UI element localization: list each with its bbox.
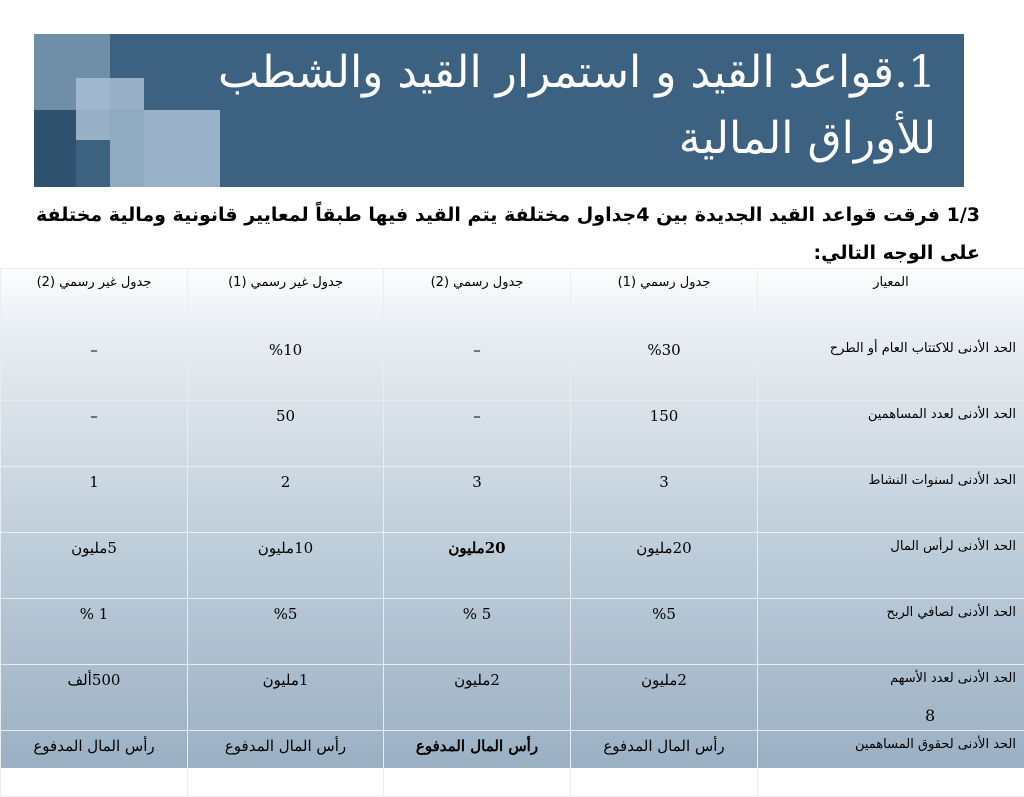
table-row (1, 467, 1024, 533)
criterion-cell: الحد الأدنى لسنوات النشاط (758, 467, 1024, 533)
value-cell: 1 % (1, 599, 188, 665)
table-row (1, 731, 1024, 797)
decor-square (34, 110, 76, 187)
slide-title-line1: 1.قواعد القيد و استمرار القيد والشطب (176, 40, 936, 106)
value-cell: 10مليون (188, 533, 384, 599)
value-cell: رأس المال المدفوع (1, 731, 188, 797)
slide-title-line2: للأوراق المالية (176, 106, 936, 172)
table-row (1, 665, 1024, 731)
criterion-cell: الحد الأدنى لعدد المساهمين (758, 401, 1024, 467)
value-cell: 3 (571, 467, 758, 533)
value-cell: 1مليون (188, 665, 384, 731)
value-cell: – (1, 335, 188, 401)
decor-square (110, 110, 144, 187)
header-cell-official-2: جدول رسمي (2) (384, 269, 571, 335)
value-cell: 2مليون (384, 665, 571, 731)
criterion-cell: الحد الأدنى لحقوق المساهمين (758, 731, 1024, 797)
page-number: 8 (925, 706, 935, 725)
value-cell: 5 % (384, 599, 571, 665)
criterion-cell: الحد الأدنى لرأس المال (758, 533, 1024, 599)
intro-paragraph: 1/3 فرقت قواعد القيد الجديدة بين 4جداول مختلفة يتم القيد فيها طبقاً لمعايير قانونية ومالية مختلفة على الوجه التالي: (36, 196, 980, 272)
header-cell-unofficial-2: جدول غير رسمي (2) (1, 269, 188, 335)
table-row (1, 335, 1024, 401)
value-cell: 5مليون (1, 533, 188, 599)
value-cell: %5 (571, 599, 758, 665)
value-cell: 500ألف (1, 665, 188, 731)
value-cell: – (1, 401, 188, 467)
value-cell: %10 (188, 335, 384, 401)
value-cell: رأس المال المدفوع (571, 731, 758, 797)
value-cell: – (384, 401, 571, 467)
value-cell: %5 (188, 599, 384, 665)
table-row (1, 533, 1024, 599)
table-row (1, 401, 1024, 467)
value-cell: – (384, 335, 571, 401)
table-header-row (1, 269, 1024, 335)
title-banner (34, 34, 964, 187)
value-cell: 2 (188, 467, 384, 533)
slide-title (176, 40, 936, 172)
value-cell: 1 (1, 467, 188, 533)
table-row (1, 599, 1024, 665)
value-cell: 2مليون (571, 665, 758, 731)
value-cell: 3 (384, 467, 571, 533)
criterion-cell: الحد الأدنى لصافي الربح (758, 599, 1024, 665)
listing-criteria-table (0, 268, 1024, 797)
value-cell: 50 (188, 401, 384, 467)
header-cell-unofficial-1: جدول غير رسمي (1) (188, 269, 384, 335)
criterion-cell: الحد الأدنى لعدد الأسهم (758, 665, 1024, 731)
value-cell: 150 (571, 401, 758, 467)
value-cell: 20مليون (571, 533, 758, 599)
header-cell-official-1: جدول رسمي (1) (571, 269, 758, 335)
value-cell: 20مليون (384, 533, 571, 599)
value-cell: رأس المال المدفوع (384, 731, 571, 797)
value-cell: رأس المال المدفوع (188, 731, 384, 797)
criterion-cell: الحد الأدنى للاكتتاب العام أو الطرح (758, 335, 1024, 401)
header-cell-criterion: المعيار (758, 269, 1024, 335)
value-cell: %30 (571, 335, 758, 401)
